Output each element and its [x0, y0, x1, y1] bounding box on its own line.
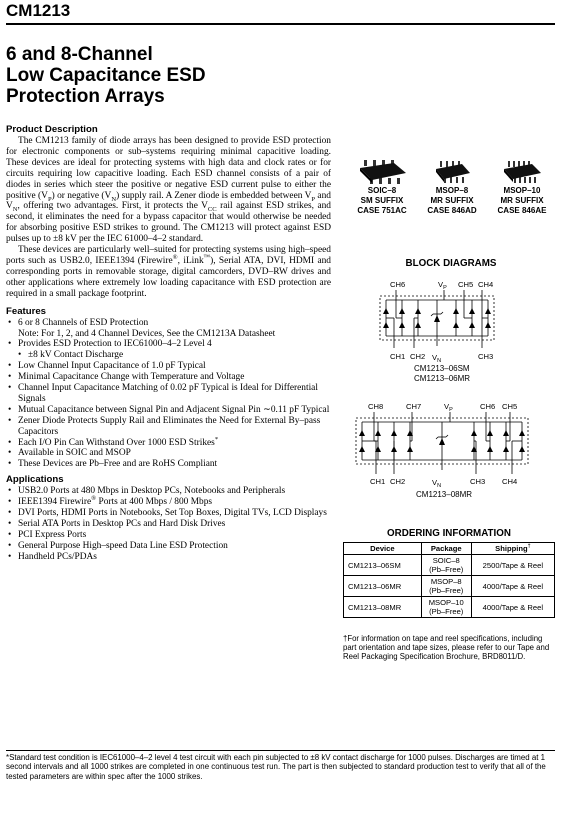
feature-text: Available in SOIC and MSOP [18, 448, 131, 459]
vn-text: V [432, 353, 438, 362]
application-text: PCI Express Ports [18, 529, 87, 540]
bullet-icon: • [8, 372, 12, 383]
list-item [6, 372, 331, 383]
package-soic8 [347, 158, 417, 216]
desc-sub: P [47, 195, 52, 203]
bullet-icon: • [8, 486, 12, 497]
package-suffix: MR SUFFIX [430, 196, 474, 205]
vp-text: V [444, 402, 450, 411]
package-line: MSOP–10 [428, 598, 464, 607]
bullet-icon: • [8, 339, 12, 350]
application-text: DVI Ports, HDMI Ports in Notebooks, Set Top Boxes, Digital TVs, LCD Displays [18, 508, 327, 519]
ordering-table [343, 542, 555, 618]
feature-text: These Devices are Pb–Free and are RoHS Compliant [18, 459, 218, 470]
label-vn [432, 478, 441, 488]
application-text: Serial ATA Ports in Desktop PCs and Hard Disk Drives [18, 519, 226, 529]
list-item [6, 361, 331, 372]
bullet-icon: • [8, 529, 12, 540]
bullet-icon: • [18, 350, 22, 361]
label-vn [432, 353, 441, 362]
package-case: CASE 846AD [427, 206, 477, 215]
package-case: CASE 751AC [357, 206, 407, 215]
list-item [6, 541, 331, 552]
cell-device: CM1213–08MR [344, 597, 422, 618]
list-item [6, 459, 331, 470]
feature-text: Minimal Capacitance Change with Temperature and Voltage [18, 372, 245, 383]
bullet-icon: • [8, 415, 12, 426]
label-ch4: CH4 [502, 477, 518, 486]
desc-text: ) supply rail. A Zener diode is embedded between V [116, 190, 312, 201]
label-ch2: CH2 [390, 477, 406, 486]
diagram-8ch-caption [416, 490, 472, 500]
label-vp [438, 280, 447, 291]
list-item [6, 497, 331, 508]
application-text: General Purpose High–speed Data Line ESD Protection [18, 540, 228, 551]
table-row [344, 597, 555, 618]
label-ch3: CH3 [478, 352, 494, 361]
feature-note: Note: For 1, 2, and 4 Channel Devices, See the CM1213A Datasheet [18, 328, 276, 339]
list-item [6, 416, 331, 438]
feature-text: Mutual Capacitance between Signal Pin and Adjacent Signal Pin ∼0.11 pF Typical [18, 404, 330, 415]
package-line: MSOP–8 [430, 577, 462, 586]
feature-text: ±8 kV Contact Discharge [28, 350, 124, 361]
list-item [6, 508, 331, 519]
feature-text: Each I/O Pin Can Withstand Over 1000 ESD Strikes [18, 437, 215, 448]
table-header-row [344, 543, 555, 555]
bullet-icon: • [8, 540, 12, 551]
application-text: Handheld PCs/PDAs [18, 551, 97, 562]
vp-sub: P [443, 285, 447, 291]
table-row [344, 576, 555, 597]
bullet-icon: • [8, 437, 12, 448]
block-diagrams-heading: BLOCK DIAGRAMS [405, 258, 497, 269]
vn-sub: N [437, 483, 442, 488]
vp-text: V [438, 280, 444, 289]
package-msop10 [487, 158, 557, 216]
list-item [6, 448, 331, 459]
footnote-rule [6, 750, 555, 751]
shipping-text: Shipping [495, 544, 528, 553]
cell-package [421, 597, 471, 618]
diagram-6ch-caption [414, 364, 470, 383]
list-item [6, 486, 331, 497]
label-ch1: CH1 [370, 477, 386, 486]
header-rule [6, 23, 555, 25]
table-row [344, 555, 555, 576]
list-item [6, 519, 331, 530]
title-line-3: Protection Arrays [6, 86, 165, 107]
col-device: Device [344, 543, 422, 555]
desc-sub: N [12, 206, 18, 214]
label-ch6: CH6 [390, 280, 406, 289]
list-item [6, 552, 331, 563]
package-case: CASE 846AE [497, 206, 547, 215]
bullet-icon: • [8, 459, 12, 470]
list-item [6, 435, 331, 449]
list-item [6, 318, 331, 340]
desc-sub: CC [207, 206, 217, 214]
package-line: (Pb–Free) [429, 586, 464, 595]
label-ch5: CH5 [458, 280, 474, 289]
list-item [6, 530, 331, 541]
list-item [6, 350, 331, 361]
msop8-chip-icon [424, 158, 480, 186]
diagram-8ch [352, 398, 532, 488]
label-ch7: CH7 [406, 402, 422, 411]
list-item [6, 339, 331, 350]
package-name: MSOP–10 [503, 186, 541, 195]
label-ch3: CH3 [470, 477, 486, 486]
label-ch4: CH4 [478, 280, 494, 289]
footnote: *Standard test condition is IEC61000–4–2 level 4 test circuit with each pin subjected to ±8 kV contact discharge for 1000 pulses. Discharges are timed at 1 second intervals and all 1000 strikes are completed in one continuous test run. The part is then subjected to standard production test to verify that all of the tested parameters are within spec after the 1000 strikes. [6, 753, 546, 781]
registered-mark: ® [91, 495, 97, 503]
package-line: (Pb–Free) [429, 607, 464, 616]
applications-heading: Applications [6, 474, 64, 486]
cell-shipping: 4000/Tape & Reel [471, 576, 554, 597]
bullet-icon: • [8, 448, 12, 459]
package-suffix: MR SUFFIX [500, 196, 544, 205]
vn-sub: N [437, 358, 442, 362]
vp-sub: P [449, 407, 453, 413]
feature-text: Zener Diode Protects Supply Rail and Eliminates the Need for External By–pass Capacitors [18, 415, 321, 437]
caption-line: CM1213–06SM [414, 364, 470, 373]
cell-shipping: 2500/Tape & Reel [471, 555, 554, 576]
left-column [6, 124, 331, 567]
desc-text: , offering two advantages. First, it protects the V [17, 201, 208, 212]
bullet-icon: • [8, 361, 12, 372]
desc-sub: P [311, 195, 316, 203]
package-name: SOIC–8 [367, 186, 397, 195]
label-ch6: CH6 [480, 402, 496, 411]
feature-text: 6 or 8 Channels of ESD Protection [18, 317, 149, 328]
label-ch2: CH2 [410, 352, 426, 361]
package-msop8 [417, 158, 487, 216]
package-line: (Pb–Free) [429, 565, 464, 574]
cell-package [421, 576, 471, 597]
desc-text: These devices are particularly well–suited for protecting systems using high–speed ports such as USB2.0, IEEE1394 (Firewire [6, 245, 331, 266]
ordering-heading: ORDERING INFORMATION [387, 528, 511, 539]
shipping-note: †For information on tape and reel specifications, including part orientation and tape sizes, please refer to our Tape and Reel Packaging Specification Brochure, BRD8011/D. [343, 634, 550, 662]
vn-text: V [432, 478, 438, 487]
application-text: IEEE1394 Firewire [18, 497, 92, 508]
caption-line: CM1213–08MR [416, 490, 473, 499]
list-item [6, 405, 331, 416]
description-paragraph-2 [6, 245, 331, 300]
soic8-chip-icon [354, 158, 410, 186]
desc-text: ) or negative (V [51, 190, 112, 201]
desc-text: , iLink [177, 255, 204, 266]
diagram-6ch [372, 276, 502, 362]
bullet-icon: • [8, 508, 12, 519]
bullet-icon: • [8, 551, 12, 562]
bullet-icon: • [8, 497, 12, 508]
product-description-heading: Product Description [6, 124, 98, 135]
package-line: SOIC–8 [432, 556, 460, 565]
applications-list [6, 486, 331, 562]
label-ch8: CH8 [368, 402, 384, 411]
part-number: CM1213 [6, 1, 71, 20]
title-line-1: 6 and 8-Channel [6, 44, 153, 65]
footnote-mark: * [214, 435, 219, 443]
bullet-icon: • [8, 519, 12, 529]
desc-sub: N [111, 195, 117, 203]
feature-text: Low Channel Input Capacitance of 1.0 pF Typical [18, 361, 206, 372]
application-text: USB2.0 Ports at 480 Mbps in Desktop PCs, Notebooks and Peripherals [18, 486, 286, 497]
col-shipping [471, 543, 554, 555]
bullet-icon: • [8, 383, 12, 394]
feature-text: Provides ESD Protection to IEC61000–4–2 Level 4 [18, 339, 212, 350]
desc-text: The CM1213 family of diode arrays has been designed to provide ESD protection for electronic components or sub–systems requiring minimal capacitive loading. These devices are ideal for protecting systems with high data and clock rates or for circuits requiring low capacitive loading. Each ESD channel consists of a pair of diodes in series which steer the positive or negative ESD current pulse to either the positive (V [6, 136, 331, 201]
description-paragraph-1 [6, 136, 331, 245]
registered-mark: ® [172, 253, 178, 261]
desc-text: and V [6, 190, 331, 212]
label-ch1: CH1 [390, 352, 406, 361]
title-line-2: Low Capacitance ESD [6, 65, 206, 86]
package-name: MSOP–8 [435, 186, 469, 195]
label-ch5: CH5 [502, 402, 518, 411]
cell-device: CM1213–06SM [344, 555, 422, 576]
features-heading: Features [6, 305, 46, 317]
bullet-icon: • [8, 317, 12, 328]
col-package: Package [421, 543, 471, 555]
ordering-information [343, 528, 555, 618]
msop10-chip-icon [494, 158, 550, 186]
page-title [6, 44, 206, 107]
bullet-icon: • [8, 404, 12, 415]
feature-text: Channel Input Capacitance Matching of 0.02 pF Typical is Ideal for Differential Signals [18, 383, 318, 404]
package-suffix: SM SUFFIX [360, 196, 404, 205]
application-text: Ports at 400 Mbps / 800 Mbps [96, 497, 213, 508]
cell-package [421, 555, 471, 576]
label-vp [444, 402, 453, 413]
cell-device: CM1213–06MR [344, 576, 422, 597]
list-item [6, 383, 331, 405]
features-list [6, 318, 331, 471]
desc-text: ), Serial ATA, DVI, HDMI and corresponding ports in removable storage, digital camcorders, DVD–RW drives and other applications where extremely low loading capacitance with ESD protection are required in a small package footprint. [6, 255, 331, 299]
caption-line: CM1213–06MR [414, 373, 471, 383]
trademark-mark: ™ [203, 253, 211, 261]
cell-shipping: 4000/Tape & Reel [471, 597, 554, 618]
dagger-mark: † [527, 543, 531, 550]
desc-text: rail against ESD strikes, and second, it eliminates the need for a bypass capacitor that would otherwise be needed for absorbing positive ESD strikes to ground. The CM1213 will protect against ESD pulses up to ±8 kV per the IEC 61000–4–2 standard. [6, 201, 331, 245]
